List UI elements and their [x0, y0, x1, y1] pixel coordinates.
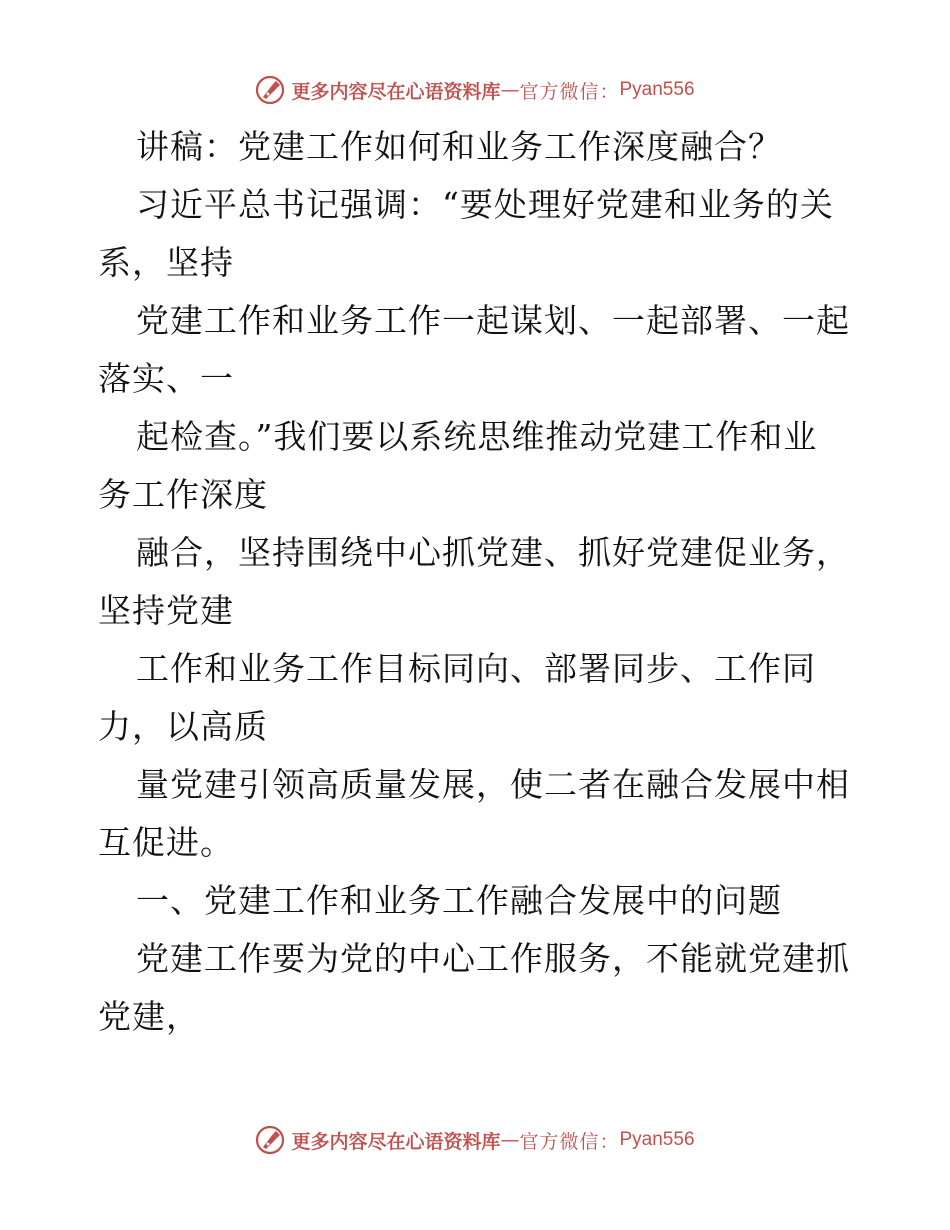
paragraph-first-line: 习近平总书记强调：“要处理好党建和业务的关: [136, 185, 834, 224]
banner-separator: —: [500, 79, 520, 101]
paragraph-first-line: 工作和业务工作目标同向、部署同步、工作同: [136, 649, 816, 688]
banner-brand-text: 更多内容尽在心语资料库: [291, 1130, 501, 1153]
paragraph: [98, 408, 858, 524]
paragraph-first-line: 一、党建工作和业务工作融合发展中的问题: [136, 881, 782, 920]
paragraph: [98, 118, 858, 176]
banner-brand-text: 更多内容尽在心语资料库: [291, 80, 501, 103]
paragraph-continuation: 坚持党建: [98, 591, 234, 630]
paragraph-first-line: 党建工作和业务工作一起谋划、一起部署、一起: [136, 301, 850, 340]
document-body: [98, 118, 858, 1046]
banner-account-id: Pyan556: [619, 79, 695, 100]
paragraph: [98, 176, 858, 292]
banner-account-id: Pyan556: [619, 1129, 695, 1150]
banner-official-label: 官方微信：: [519, 80, 620, 103]
paragraph-continuation: 务工作深度: [98, 475, 268, 514]
paragraph-continuation: 落实、一: [98, 359, 234, 398]
paragraph: [98, 872, 858, 930]
paragraph: [98, 640, 858, 756]
header-watermark-banner: [0, 70, 950, 110]
banner-official-label: 官方微信：: [519, 1130, 620, 1153]
paragraph-continuation: 力，以高质: [98, 707, 268, 746]
footer-watermark-banner: [0, 1120, 950, 1160]
paragraph: [98, 292, 858, 408]
paragraph-continuation: 党建，: [98, 997, 200, 1036]
paragraph-continuation: 系，坚持: [98, 243, 234, 282]
paragraph-first-line: 量党建引领高质量发展，使二者在融合发展中相: [136, 765, 850, 804]
paragraph: [98, 524, 858, 640]
paragraph-continuation: 互促进。: [98, 823, 234, 862]
paragraph-first-line: 起检查。”我们要以系统思维推动党建工作和业: [136, 417, 818, 456]
paragraph-first-line: 融合，坚持围绕中心抓党建、抓好党建促业务，: [136, 533, 850, 572]
paragraph-first-line: 讲稿：党建工作如何和业务工作深度融合？: [136, 127, 782, 166]
paragraph: [98, 756, 858, 872]
pen-nib-logo-icon: [255, 1125, 285, 1155]
pen-nib-logo-icon: [255, 75, 285, 105]
paragraph-first-line: 党建工作要为党的中心工作服务，不能就党建抓: [136, 939, 850, 978]
paragraph: [98, 930, 858, 1046]
banner-separator: —: [500, 1129, 520, 1151]
